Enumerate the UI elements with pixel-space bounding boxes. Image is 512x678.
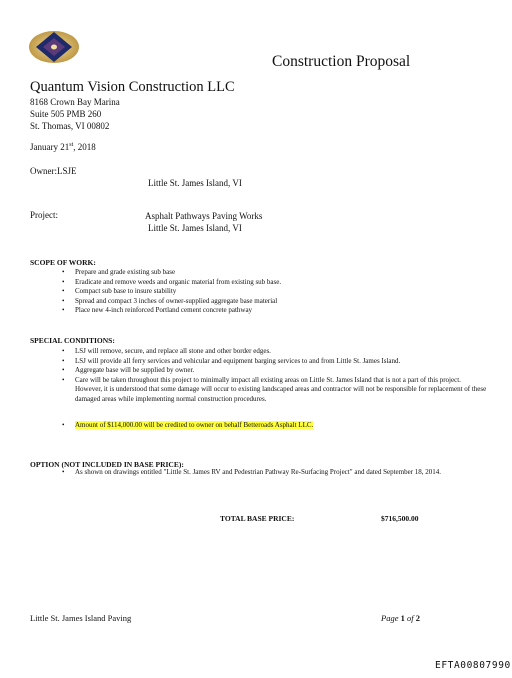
scope-list [62,268,462,316]
list-item-text: LSJ will provide all ferry services and vehicular and equipment barging services to and from Little St. James Island. [75,356,401,365]
list-item [62,297,462,307]
project-label: Project: [30,210,58,220]
special-conditions-heading: SPECIAL CONDITIONS: [30,336,115,345]
list-item-text: Eradicate and remove weeds and organic material from existing sub base. [75,277,282,286]
logo-emblem-icon [28,30,80,64]
company-logo [28,30,80,64]
project-value [145,210,262,234]
bullet-icon: • [62,375,65,384]
project-name: Asphalt Pathways Paving Works [145,211,263,221]
owner-location: Little St. James Island, VI [148,178,242,188]
list-item [62,357,487,367]
bullet-icon: • [62,296,65,305]
list-item [62,306,462,316]
credit-highlight: Amount of $114,000.00 will be credited to owner on behalf Betteroads Asphalt LLC. [75,421,314,429]
list-item-text: Care will be taken throughout this project to minimally impact all existing areas on Little St. James Island that is not a part of this project. However, it is understood that some damage will occur to existing landscaped areas and contractor will not be responsible for replacement of these damaged areas while implementing normal construction procedures. [75,375,487,403]
footer-project-name: Little St. James Island Paving [30,613,132,623]
bullet-icon: • [62,347,65,355]
special-conditions-list [62,347,487,405]
bullet-icon: • [62,421,65,429]
date-month-day: January 21 [30,142,70,152]
bullet-icon: • [62,277,65,286]
credit-note [62,421,487,429]
list-item [62,376,487,405]
list-item-text: Compact sub base to insure stability [75,287,177,296]
bullet-icon: • [62,268,65,276]
bullet-icon: • [62,468,65,476]
page-number [381,613,420,623]
list-item-text: LSJ will remove, secure, and replace all stone and other border edges. [75,347,271,355]
bullet-icon: • [62,287,65,296]
address-line: 8168 Crown Bay Marina [30,97,120,107]
project-location: Little St. James Island, VI [148,223,242,233]
proposal-date [30,142,96,152]
bullet-icon: • [62,306,65,315]
list-item [62,366,487,376]
page-total: 2 [415,613,420,623]
list-item-text: Aggregate base will be supplied by owner. [75,366,195,375]
option-heading: OPTION (NOT INCLUDED IN BASE PRICE): [30,460,184,469]
company-address [30,96,120,133]
total-price-label: TOTAL BASE PRICE: [220,514,295,523]
company-name: Quantum Vision Construction LLC [30,79,235,95]
bullet-icon: • [62,356,65,365]
list-item [62,468,487,478]
bates-stamp: EFTA00807990 [435,660,511,671]
document-title: Construction Proposal [272,53,411,70]
bullet-icon: • [62,366,65,375]
list-item [62,278,462,288]
date-year: , 2018 [73,142,96,152]
total-price-value: $716,500.00 [381,514,419,523]
scope-heading: SCOPE OF WORK: [30,258,96,267]
list-item-text: Prepare and grade existing sub base [75,268,176,276]
page-current: 1 [400,613,405,623]
list-item-text: As shown on drawings entitled "Little St. James RV and Pedestrian Pathway Re-Surfacing Project" and dated September 18, 2014. [75,468,442,476]
list-item [62,268,462,278]
of-word: of [406,613,414,623]
list-item [62,347,487,357]
list-item-text: Spread and compact 3 inches of owner-supplied aggregate base material [75,296,278,305]
owner-label: Owner:LSJE [30,166,77,176]
list-item-text: Place new 4-inch reinforced Portland cement concrete pathway [75,306,253,315]
date-suffix: st [69,142,74,148]
option-list [62,468,487,478]
page-word: Page [381,613,399,623]
address-line: Suite 505 PMB 260 [30,109,102,120]
address-line: St. Thomas, VI 00802 [30,121,110,132]
list-item [62,287,462,297]
